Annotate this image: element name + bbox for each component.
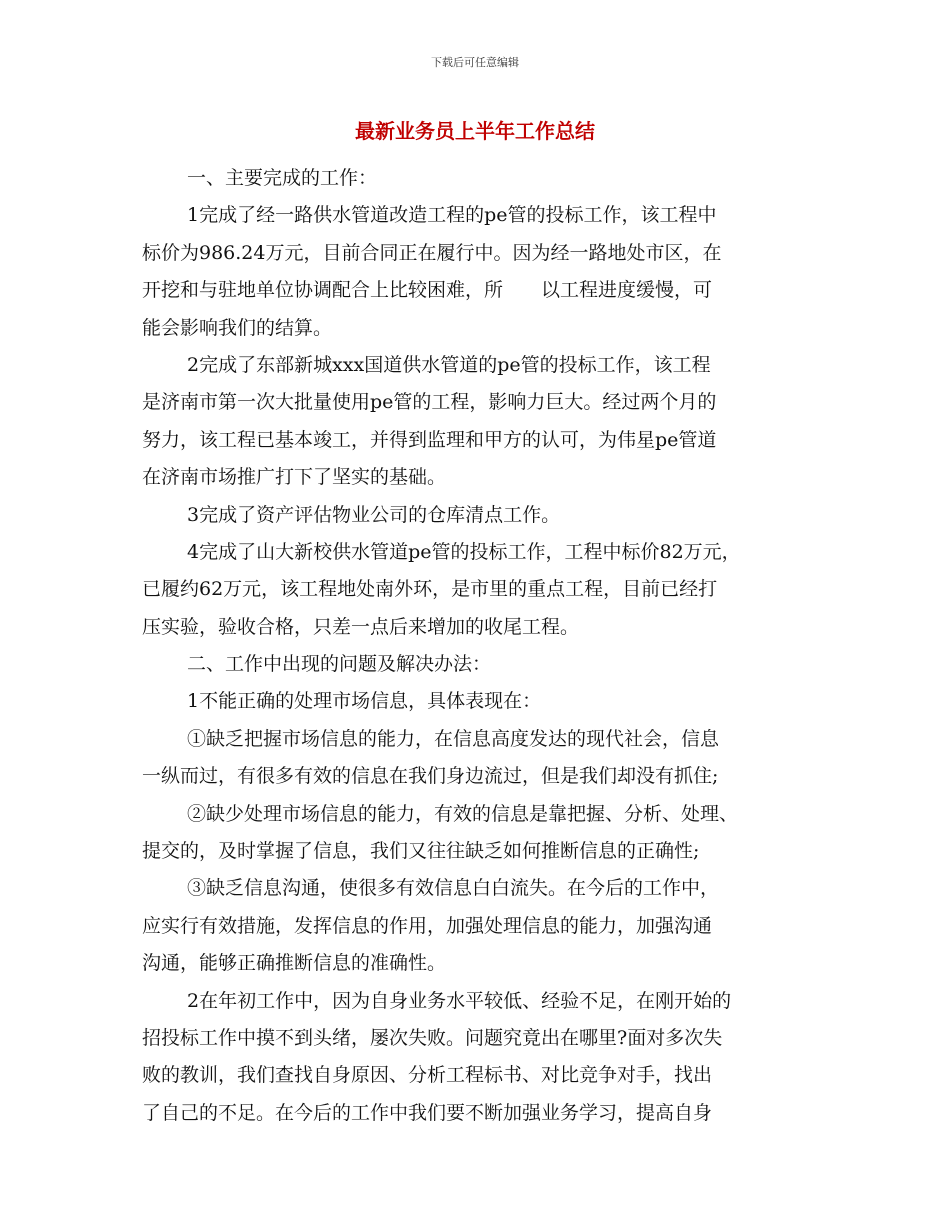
paragraph-line: 提交的，及时掌握了信息，我们又往往缺乏如何推断信息的正确性; (142, 840, 700, 863)
paragraph-line: 能会影响我们的结算。 (142, 316, 333, 339)
paragraph-line: 3完成了资产评估物业公司的仓库清点工作。 (187, 503, 561, 526)
paragraph-line: 标价为986.24万元，目前合同正在履行中。因为经一路地处市区，在 (142, 241, 722, 264)
paragraph-line: 一、主要完成的工作： (187, 167, 378, 189)
paragraph-line: 2完成了东部新城xxx国道供水管道的pe管的投标工作，该工程 (187, 353, 711, 376)
paragraph (142, 534, 832, 646)
paragraph-line: 1完成了经一路供水管道改造工程的pe管的投标工作，该工程中 (187, 204, 717, 227)
paragraph-line: ②缺少处理市场信息的能力，有效的信息是靠把握、分析、处理、 (187, 802, 739, 825)
paragraph-line: ①缺乏把握市场信息的能力，在信息高度发达的现代社会，信息 (187, 727, 720, 750)
paragraph-line: 应实行有效措施，发挥信息的作用，加强处理信息的能力，加强沟通 (142, 914, 713, 937)
paragraph-line: ③缺乏信息沟通，使很多有效信息白白流失。在今后的工作中， (187, 877, 720, 900)
paragraph-line: 一纵而过，有很多有效的信息在我们身边流过，但是我们却没有抓住; (142, 765, 719, 788)
paragraph (142, 347, 832, 497)
paragraph-line: 招投标工作中摸不到头绪，屡次失败。问题究竟出在哪里?面对多次失 (142, 1026, 723, 1049)
paragraph-line: 2在年初工作中，因为自身业务水平较低、经验不足，在刚开始的 (187, 989, 732, 1012)
paragraph-line: 败的教训，我们查找自身原因、分析工程标书、对比竞争对手，找出 (142, 1064, 713, 1087)
paragraph-line: 开挖和与驻地单位协调配合上比较困难，所 以工程进度缓慢，可 (142, 279, 713, 302)
paragraph (142, 646, 832, 683)
paragraph-line: 努力，该工程已基本竣工，并得到监理和甲方的认可，为伟星pe管道 (142, 428, 717, 451)
header-note: 下载后可任意编辑 (431, 56, 519, 69)
paragraph (142, 683, 832, 720)
paragraph (142, 197, 832, 347)
paragraph-line: 4完成了山大新校供水管道pe管的投标工作，工程中标价82万元， (187, 540, 741, 563)
paragraph (142, 796, 832, 871)
paragraph-line: 二、工作中出现的问题及解决办法： (187, 653, 492, 676)
paragraph-line: 了自己的不足。在今后的工作中我们要不断加强业务学习，提高自身 (142, 1101, 713, 1124)
paragraph-line: 是济南市第一次大批量使用pe管的工程，影响力巨大。经过两个月的 (142, 391, 717, 414)
paragraph-line: 压实验，验收合格，只差一点后来增加的收尾工程。 (142, 615, 580, 638)
paragraph-line: 已履约62万元，该工程地处南外环，是市里的重点工程，目前已经打 (142, 578, 718, 601)
paragraph (142, 160, 832, 197)
paragraph-line: 1不能正确的处理市场信息，具体表现在： (187, 690, 542, 713)
document-body (142, 160, 832, 1132)
paragraph-line: 在济南市场推广打下了坚实的基础。 (142, 466, 447, 489)
document-title: 最新业务员上半年工作总结 (355, 119, 595, 143)
paragraph (142, 870, 832, 982)
paragraph-line: 沟通，能够正确推断信息的准确性。 (142, 952, 447, 975)
paragraph (142, 497, 832, 534)
paragraph (142, 983, 832, 1133)
paragraph (142, 721, 832, 796)
